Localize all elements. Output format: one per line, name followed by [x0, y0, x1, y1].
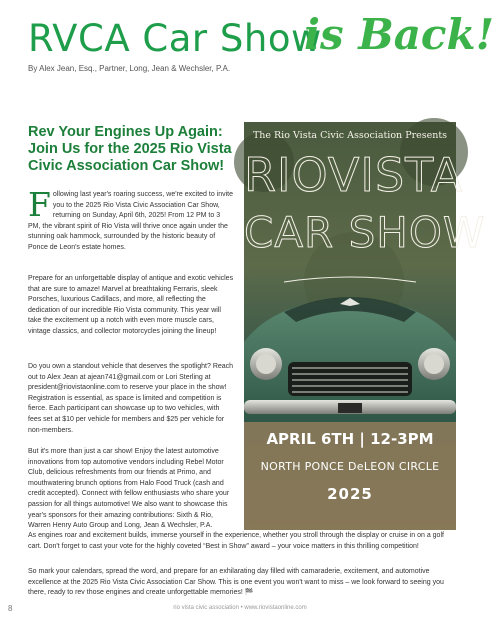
- page-title-script: is Back!: [304, 10, 494, 59]
- drop-cap: F: [28, 185, 51, 224]
- poster-date-time: APRIL 6TH | 12-3PM: [266, 430, 434, 448]
- poster-title-rio-vista: RIOVISTA: [244, 148, 464, 202]
- paragraph-2: Prepare for an unforgettable display of antique and exotic vehicles that are sure to amaze! Marvel at breathtaking Ferraris, sleek Porsches, luxurious Cadillacs, and more, all reflecting the dedication of our incredible Rio Vista community. This year will take the excitement up a notch with even more muscle cars, vintage classics, and collector motorcycles joining the lineup!: [28, 275, 234, 335]
- paragraph-3: Do you own a standout vehicle that deserves the spotlight? Reach out to Alex Jean at ajean741@gmail.com or Lori Sterling at president@riovistaonline.com to reserve your place in the show! Registration is essential, as space is limited and competition is fierce. Each participant can showcase up to two vehicles, with fees set at $10 per vehicle for members and $25 per vehicle for non-members.: [28, 363, 234, 434]
- event-poster: [244, 122, 486, 530]
- paragraph-1: [28, 185, 234, 254]
- footer-text: rio vista civic association • www.riovistaonline.com: [173, 605, 307, 611]
- poster-title-car-show: CAR SHOW: [244, 208, 486, 257]
- poster-location: NORTH PONCE DeLEON CIRCLE: [260, 460, 440, 473]
- page-number: 8: [8, 604, 13, 613]
- paragraph-6: So mark your calendars, spread the word, and prepare for an exhilarating day filled with camaraderie, excitement, and automotive excellence at the 2025 Rio Vista Civic Association Car Show. This is one event you won't want to miss – we look forward to seeing you there, ready to rev those engines and create unforgettable memories! 🏁: [28, 568, 444, 597]
- paragraph-5: As engines roar and excitement builds, immerse yourself in the experience, whether you stroll through the display or cruise in on a golf cart. Don't forget to cast your vote for the highly coveted “Best in Show” award – your voice matters in this thrilling competition!: [28, 532, 444, 550]
- poster-year: 2025: [327, 485, 373, 503]
- byline: By Alex Jean, Esq., Partner, Long, Jean & Wechsler, P.A.: [28, 64, 231, 73]
- paragraph-1-text: ollowing last year's roaring success, we're excited to invite you to the 2025 Rio Vista Civic Association Car Show, returning on Sunday, April 6th, 2025! From 12 PM to 3 PM, the vibrant spirit of Rio Vista will thrive once again under the stunning oak hammock, surrounded by the historic beauty of Ponce de Leon's estate homes.: [28, 191, 233, 251]
- page-title: RVCA Car Show: [28, 17, 322, 60]
- article-headline: Rev Your Engines Up Again: Join Us for the 2025 Rio Vista Civic Association Car Show!: [28, 124, 232, 174]
- poster-presents: The Rio Vista Civic Association Presents: [252, 130, 448, 141]
- paragraph-4: But it's more than just a car show! Enjoy the latest automotive innovations from top automotive vendors including Rebel Motor Club, delicious refreshments from our friends at Primo, and mouthwatering brunch options from Halo Food Truck (cash and credit accepted). Connect with fellow enthusiasts who share your passion for all things automotive! We also want to showcase this year's sponsors for their amazing contributions: Sixth & Rio, Warren Henry Auto Group and Long, Jean & Wechsler, P.A.: [28, 448, 230, 530]
